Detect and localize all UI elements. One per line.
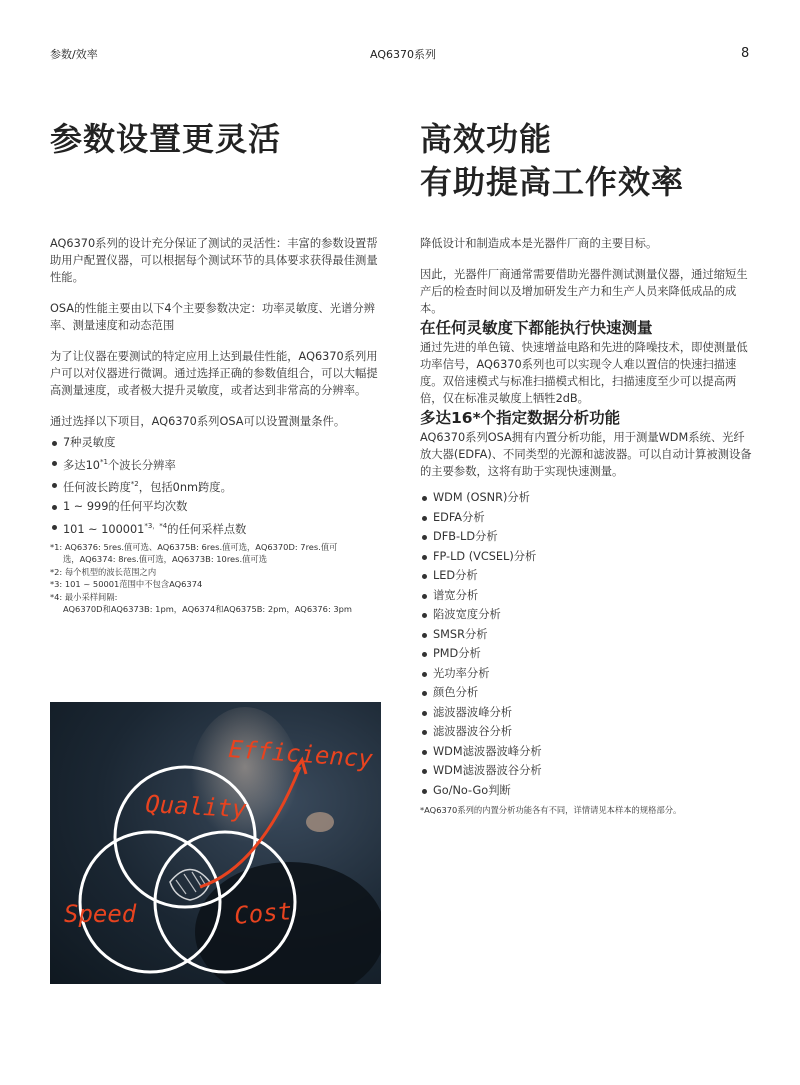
footnote: AQ6370D和AQ6373B: 1pm，AQ6374和AQ6375B: 2pm，AQ6376: 3pm	[63, 604, 353, 615]
right-column	[420, 235, 755, 816]
footnotes	[50, 541, 382, 616]
cost-word: Cost	[233, 897, 294, 930]
list-item: WDM (OSNR)分析	[420, 488, 755, 508]
left-paragraph-3: 为了让仪器在要测试的特定应用上达到最佳性能，AQ6370系列用户可以对仪器进行微调。通过选择正确的参数值组合，可以大幅提高测量速度，或者极大提升灵敏度，或者达到非常高的分辨率。	[50, 350, 378, 397]
list-item: 1 ~ 999的任何平均次数	[50, 497, 382, 517]
list-item: 陷波宽度分析	[420, 605, 755, 625]
footnote: 选，AQ6374: 8res.值可选，AQ6373B: 10res.值可选	[63, 554, 268, 565]
list-item: SMSR分析	[420, 625, 755, 645]
list-item: 任何波长跨度$^{*2}$，包括0nm跨度。	[50, 475, 382, 497]
fast-measurement-text: 通过先进的单色镜、快速增益电路和先进的降噪技术，即使测量低功率信号，AQ6370系列也可以实现令人难以置信的快速扫描速度。双倍速模式与标准扫描模式相比，扫描速度至少可以提高两倍，仅在标准灵敏度上牺牲2dB。	[420, 341, 748, 405]
list-item: EDFA分析	[420, 508, 755, 528]
page-number: 8	[741, 46, 750, 61]
header-series: AQ6370系列	[370, 48, 436, 61]
list-item: PMD分析	[420, 644, 755, 664]
right-paragraph-2: 因此，光器件厂商通常需要借助光器件测试测量仪器，通过缩短生产后的检查时间以及增加研发生产力和生产人员来降低成品的成本。	[420, 268, 748, 315]
analysis-functions-text: AQ6370系列OSA拥有内置分析功能，用于测量WDM系统、光纤放大器(EDFA)、不同类型的光源和滤波器。可以自动计算被测设备的主要参数，这将有助于实现快速测量。	[420, 431, 752, 478]
right-paragraph-1: 降低设计和制造成本是光器件厂商的主要目标。	[420, 237, 658, 250]
list-item: 7种灵敏度	[50, 433, 382, 453]
left-column	[50, 235, 382, 616]
fast-measurement-heading: 在任何灵敏度下都能执行快速测量	[420, 319, 653, 337]
right-title-line2: 有助提高工作效率	[420, 163, 685, 201]
list-item: FP-LD (VCSEL)分析	[420, 547, 755, 567]
list-item: Go/No-Go判断	[420, 781, 755, 801]
footnote: *2: 每个机型的波长范围之内	[50, 566, 157, 577]
right-title-line1: 高效功能	[420, 120, 553, 158]
left-paragraph-1: AQ6370系列的设计充分保证了测试的灵活性：丰富的参数设置帮助用户配置仪器，可以根据每个测试环节的具体要求获得最佳测量性能。	[50, 237, 378, 284]
list-item: 滤波器波峰分析	[420, 703, 755, 723]
analysis-footnote: *AQ6370系列的内置分析功能各有不同，详情请见本样本的规格部分。	[420, 805, 682, 815]
analysis-functions-heading: 多达16*个指定数据分析功能	[420, 409, 621, 427]
list-item: WDM滤波器波峰分析	[420, 742, 755, 762]
footnote: *1: AQ6376: 5res.值可选、AQ6375B: 6res.值可选，AQ6370D: 7res.值可	[50, 541, 338, 552]
list-item: LED分析	[420, 566, 755, 586]
list-item: 颜色分析	[420, 683, 755, 703]
speed-word: Speed	[64, 900, 137, 928]
efficiency-word: Efficiency	[227, 735, 374, 774]
list-item: 光功率分析	[420, 664, 755, 684]
parameter-list	[50, 433, 382, 539]
footnote: *4: 最小采样间隔:	[50, 591, 118, 602]
venn-photo	[50, 702, 381, 984]
footnote: *3: 101 ~ 50001范围中不包含AQ6374	[50, 579, 203, 590]
left-paragraph-2: OSA的性能主要由以下4个主要参数决定：功率灵敏度、光谱分辨率、测量速度和动态范围	[50, 302, 375, 332]
list-item: 多达10$^{*1}$个波长分辨率	[50, 453, 382, 475]
header-section: 参数/效率	[50, 48, 98, 61]
quality-word: Quality	[144, 790, 248, 824]
right-title	[420, 118, 750, 204]
left-title: 参数设置更灵活	[50, 120, 282, 158]
list-item: WDM滤波器波谷分析	[420, 761, 755, 781]
analysis-function-list	[420, 488, 755, 800]
list-item: 谱宽分析	[420, 586, 755, 606]
venn-illustration	[50, 702, 381, 984]
list-item: DFB-LD分析	[420, 527, 755, 547]
list-item: 101 ~ $100001^{*3,*4}$的任何采样点数	[50, 517, 382, 539]
list-item: 滤波器波谷分析	[420, 722, 755, 742]
left-paragraph-4: 通过选择以下项目，AQ6370系列OSA可以设置测量条件。	[50, 415, 346, 428]
